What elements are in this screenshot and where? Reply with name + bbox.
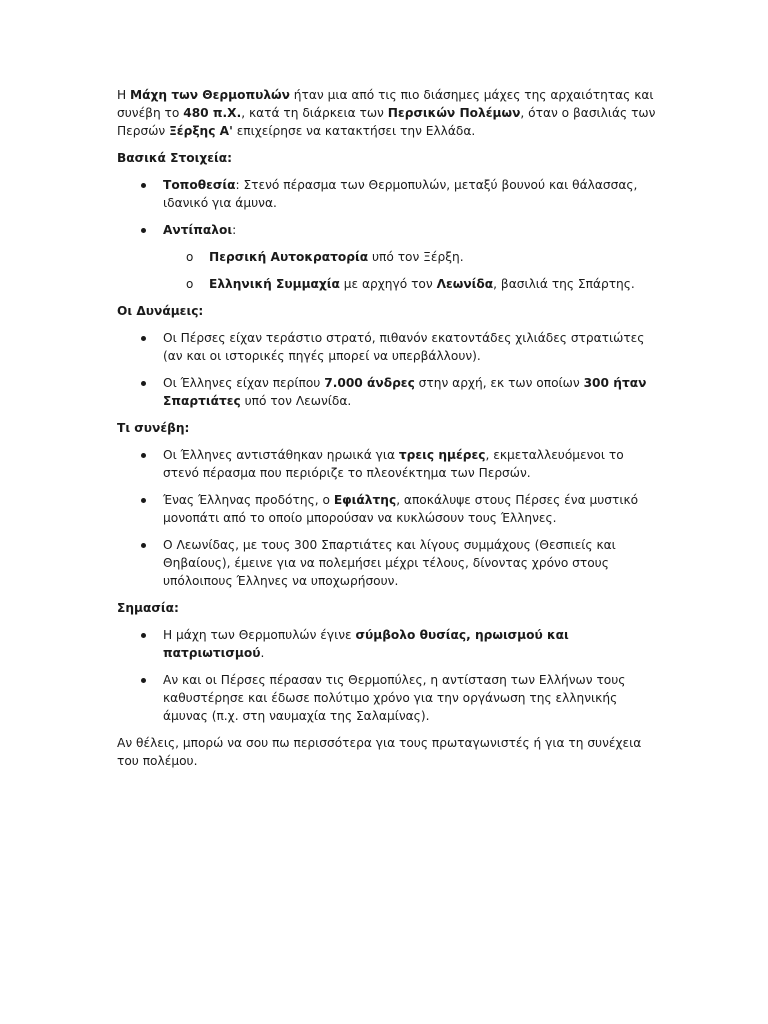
text: Οι Πέρσες είχαν τεράστιο στρατό, πιθανόν εκατοντάδες χιλιάδες στρατιώτες (αν και οι ιστορικές πηγές μπορεί να υπερβάλλουν). [163, 331, 645, 363]
text: , αποκάλυψε στους Πέρσες ένα μυστικό μονοπάτι από το οποίο μπορούσαν να κυκλώσουν τους Έλληνες. [163, 493, 639, 525]
text: , βασιλιά της Σπάρτης. [493, 277, 635, 291]
text: υπό τον Ξέρξη. [368, 250, 464, 264]
text: Ο Λεωνίδας, με τους 300 Σπαρτιάτες και λίγους συμμάχους (Θεσπιείς και Θηβαίους), έμεινε για να πολεμήσει μέχρι τέλους, δίνοντας χρόνο στους υπόλοιπους Έλληνες να υποχωρήσουν. [163, 538, 616, 588]
bullet-icon [141, 453, 146, 458]
bold-text: Ξέρξης Α' [169, 124, 233, 138]
bold-text: Μάχη των Θερμοπυλών [130, 88, 290, 102]
bullet-icon [141, 633, 146, 638]
bold-text: Τοποθεσία [163, 178, 236, 192]
bullet-icon [141, 543, 146, 548]
text: : Στενό πέρασμα των Θερμοπυλών, μεταξύ βουνού και θάλασσας, ιδανικό για άμυνα. [163, 178, 638, 210]
bullet-list [117, 176, 657, 293]
bold-text: Αντίπαλοι [163, 223, 233, 237]
sub-bullet-icon: o [186, 277, 194, 291]
text: Αν και οι Πέρσες πέρασαν τις Θερμοπύλες, η αντίσταση των Ελλήνων τους καθυστέρησε και έδωσε πολύτιμο χρόνο για την οργάνωση της ελληνικής άμυνας (π.χ. στη ναυμαχία της Σαλαμίνας). [163, 673, 626, 723]
bold-text: σύμβολο θυσίας, ηρωισμού και πατριωτισμού [163, 628, 569, 660]
text: στην αρχή, εκ των οποίων [414, 376, 584, 390]
text: Ένας Έλληνας προδότης, ο [163, 493, 334, 507]
text: Η μάχη των Θερμοπυλών έγινε [163, 628, 356, 642]
bold-text: 480 π.Χ. [183, 106, 242, 120]
text: Οι Έλληνες αντιστάθηκαν ηρωικά για [163, 448, 399, 462]
sub-list [163, 248, 657, 293]
list-item [117, 446, 657, 482]
text: επιχείρησε να κατακτήσει την Ελλάδα. [232, 124, 476, 138]
bold-text: Περσικών Πολέμων [387, 106, 521, 120]
closing-paragraph: Αν θέλεις, μπορώ να σου πω περισσότερα για τους πρωταγωνιστές ή για τη συνέχεια του πολέμου. [117, 736, 642, 768]
list-item [117, 671, 657, 725]
list-item [117, 536, 657, 590]
text: ήταν μια από τις πιο διάσημες μάχες της αρχαιότητας και συνέβη το [117, 88, 654, 120]
bold-text: 7.000 άνδρες [324, 376, 415, 390]
intro-paragraph [117, 86, 657, 140]
bullet-icon [141, 678, 146, 683]
section-heading: Βασικά Στοιχεία: [117, 151, 233, 165]
section-heading: Τι συνέβη: [117, 421, 190, 435]
text: Η [117, 88, 131, 102]
text: Οι Έλληνες είχαν περίπου [163, 376, 325, 390]
text: : [232, 223, 237, 237]
sub-list-item [163, 248, 657, 266]
list-item [117, 221, 657, 293]
bullet-icon [141, 381, 146, 386]
document-page [117, 86, 657, 779]
text: υπό τον Λεωνίδα. [240, 394, 352, 408]
bold-text: Εφιάλτης [333, 493, 397, 507]
text: . [260, 646, 265, 660]
sub-list-item [163, 275, 657, 293]
sub-bullet-icon: o [186, 250, 194, 264]
bullet-list [117, 446, 657, 590]
text: με αρχηγό τον [339, 277, 437, 291]
list-item [117, 374, 657, 410]
list-item [117, 491, 657, 527]
bold-text: 300 ήταν Σπαρτιάτες [163, 376, 647, 408]
bullet-icon [141, 183, 146, 188]
bold-text: Ελληνική Συμμαχία [209, 277, 340, 291]
list-item [117, 176, 657, 212]
section-heading: Σημασία: [117, 601, 179, 615]
bullet-icon [141, 336, 146, 341]
text: , κατά τη διάρκεια των [241, 106, 388, 120]
bullet-icon [141, 498, 146, 503]
bold-text: τρεις ημέρες [398, 448, 486, 462]
section-heading: Οι Δυνάμεις: [117, 304, 204, 318]
bullet-list [117, 626, 657, 725]
text: , εκμεταλλευόμενοι το στενό πέρασμα που περιόριζε το πλεονέκτημα των Περσών. [163, 448, 624, 480]
bold-text: Λεωνίδα [436, 277, 494, 291]
list-item [117, 626, 657, 662]
bullet-list [117, 329, 657, 410]
list-item [117, 329, 657, 365]
bullet-icon [141, 228, 146, 233]
bold-text: Περσική Αυτοκρατορία [209, 250, 369, 264]
text: , όταν ο βασιλιάς των Περσών [117, 106, 656, 138]
